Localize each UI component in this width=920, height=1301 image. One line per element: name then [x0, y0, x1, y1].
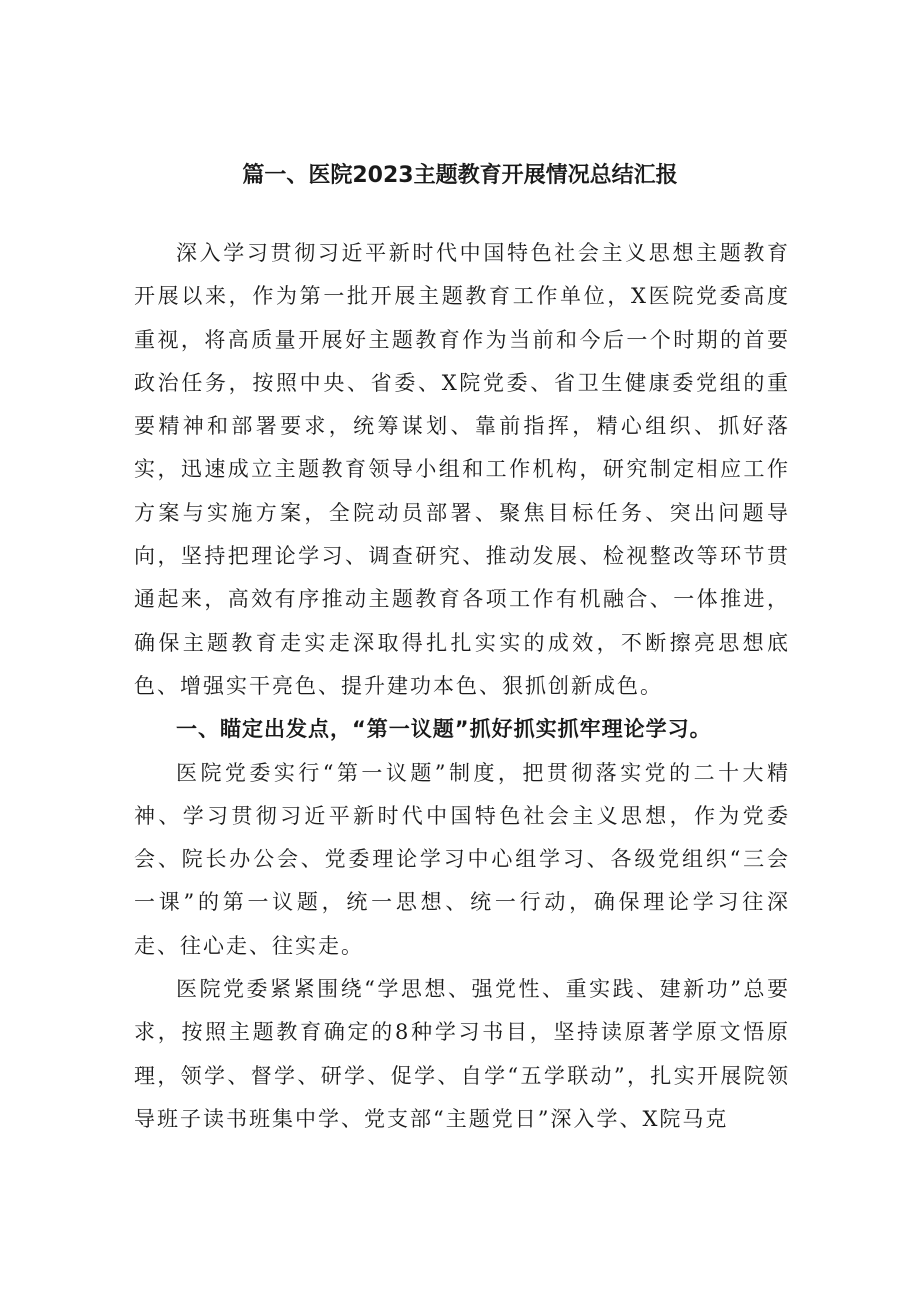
section-heading-1: 一、瞄定出发点，“第一议题”抓好抓实抓牢理论学习。 — [176, 717, 712, 742]
document-body — [134, 232, 790, 1141]
intro-paragraph: 深入学习贯彻习近平新时代中国特色社会主义思想主题教育开展以来，作为第一批开展主题教育工作单位，X医院党委高度重视，将高质量开展好主题教育作为当前和今后一个时期的首要政治任务，按照中央、省委、X院党委、省卫生健康委党组的重要精神和部署要求，统筹谋划、靠前指挥，精心组织、抓好落实，迅速成立主题教育领导小组和工作机构，研究制定相应工作方案与实施方案，全院动员部署、聚焦目标任务、突出问题导向，坚持把理论学习、调查研究、推动发展、检视整改等环节贯通起来，高效有序推动主题教育各项工作有机融合、一体推进，确保主题教育走实走深取得扎扎实实的成效，不断擦亮思想底色、增强实干亮色、提升建功本色、狠抓创新成色。 — [134, 241, 790, 698]
document-title: 篇一、医院2023主题教育开展情况总结汇报 — [242, 163, 678, 188]
section-1-paragraph-1: 医院党委实行“第一议题”制度，把贯彻落实党的二十大精神、学习贯彻习近平新时代中国特色社会主义思想，作为党委会、院长办公会、党委理论学习中心组学习、各级党组织“三会一课”的第一议题，统一思想、统一行动，确保理论学习往深走、往心走、往实走。 — [134, 760, 790, 958]
section-1-paragraph-2: 医院党委紧紧围绕“学思想、强党性、重实践、建新功”总要求，按照主题教育确定的8种学习书目，坚持读原著学原文悟原理，领学、督学、研学、促学、自学“五学联动”，扎实开展院领导班子读书班集中学、党支部“主题党日”深入学、X院马克 — [134, 977, 790, 1131]
